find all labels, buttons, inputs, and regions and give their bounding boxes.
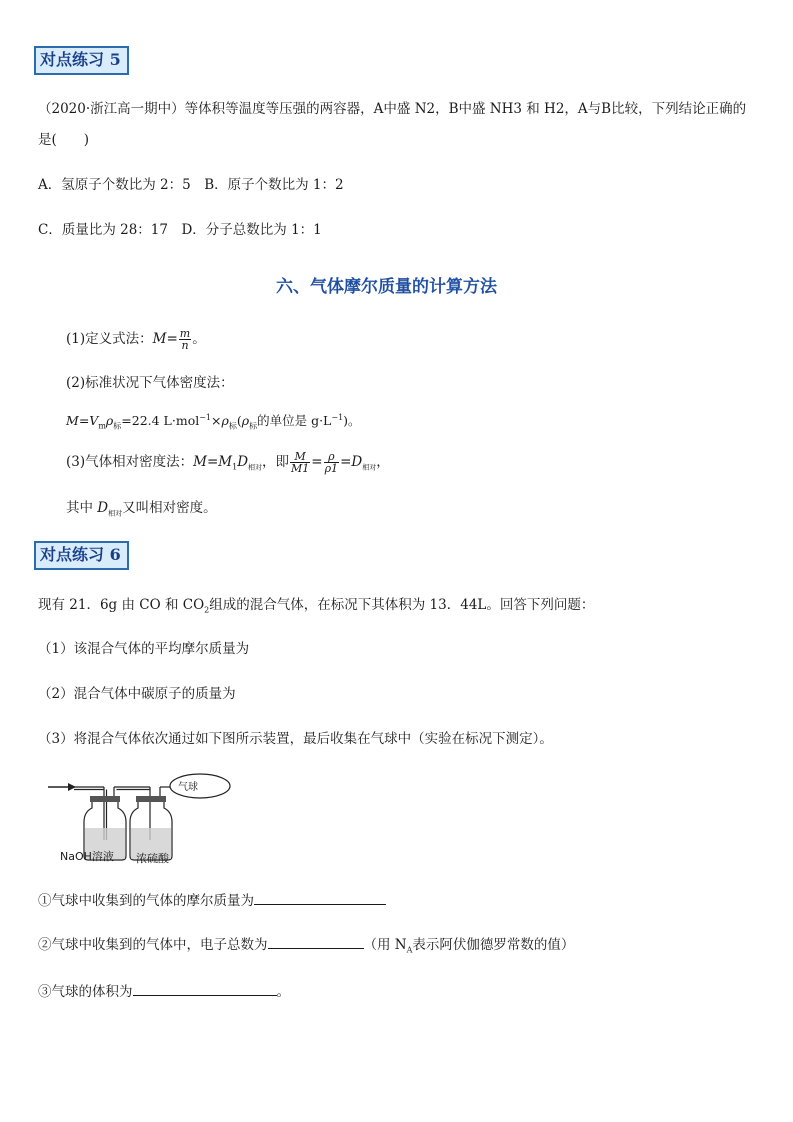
sub2-text-a: ②气球中收集到的气体中，电子总数为 [38, 937, 268, 953]
item4-D: D [97, 500, 109, 516]
item2-V: V [89, 413, 99, 429]
item2-times: × [211, 413, 222, 429]
balloon-label: 气球 [178, 782, 198, 793]
practice5-options-line2: C．质量比为 28：17 D．分子总数比为 1：1 [38, 222, 322, 238]
practice5-title: 对点练习 5 [34, 46, 129, 75]
item3-eq2: = [311, 454, 323, 470]
practice5-question-line2: 是( ) [38, 132, 90, 148]
item2-rho2: ρ [221, 413, 229, 429]
item3-eq: = [206, 454, 219, 470]
item2-paren: ( [236, 413, 242, 429]
item4-D-sub: 相对 [108, 509, 123, 518]
sub3-text-b: 。 [276, 984, 290, 1000]
item3-D2: D [351, 454, 363, 470]
practice6-sub2 [38, 936, 574, 960]
practice6-sub3 [38, 983, 290, 1001]
practice6-sub1 [38, 892, 386, 910]
item2-rho-sub: 标 [113, 421, 122, 431]
item4-post: 又叫相对密度。 [122, 500, 217, 516]
sub3-text-a: ③气球的体积为 [38, 984, 133, 1000]
item4-pre: 其中 [66, 500, 93, 516]
bottle1-label: NaOH溶液 [60, 850, 114, 863]
item3-D2-sub: 相对 [362, 463, 377, 472]
sub2-text-c: 表示阿伏伽德罗常数的值） [412, 937, 575, 953]
bottle1-stopper [90, 796, 120, 802]
item3-fraction1 [290, 451, 310, 474]
item1-fraction [179, 328, 191, 351]
item2-eq1: = [78, 413, 90, 429]
item2-rho2-sub: 标 [228, 421, 237, 431]
item1-denominator: n [181, 339, 189, 352]
formula-density [66, 409, 361, 436]
practice6-title: 对点练习 6 [34, 541, 129, 570]
answer-blank-1[interactable] [254, 892, 386, 905]
practice5-options-line1: A．氢原子个数比为 2：5 B．原子个数比为 1：2 [38, 177, 344, 193]
section6-heading: 六、气体摩尔质量的计算方法 [276, 277, 497, 297]
item1-numerator: m [179, 327, 191, 340]
item3-eq3: = [340, 454, 352, 470]
intro-sub: 2 [204, 605, 210, 615]
item2-end: )。 [343, 413, 361, 429]
item3-frac1-num: M [290, 451, 310, 463]
item3-M1: M [218, 454, 233, 470]
item3-label: (3)气体相对密度法： [66, 454, 194, 470]
item3-M: M [193, 454, 207, 470]
item3-D: D [237, 454, 249, 470]
practice5-question-line1: （2020·浙江高一期中）等体积等温度等压强的两容器，A中盛 N2，B中盛 NH3 和 H2，A与B比较，下列结论正确的 [38, 101, 747, 117]
item3-D-sub: 相对 [248, 463, 263, 472]
item2-rho: ρ [105, 413, 114, 429]
item3-M1-sub: 1 [232, 462, 238, 472]
item2-M: M [66, 413, 79, 429]
answer-blank-3[interactable] [133, 983, 277, 996]
sub2-text-b: （用 N [363, 937, 407, 953]
item1-end: 。 [192, 331, 206, 347]
practice6-intro [38, 596, 594, 620]
item3-frac2-den: ρ1 [324, 462, 339, 475]
item1-label: (1)定义式法： [66, 331, 153, 347]
sub1-text: ①气球中收集到的气体的摩尔质量为 [38, 893, 254, 909]
practice6-q1: （1）该混合气体的平均摩尔质量为 [38, 641, 250, 657]
formula-definition [66, 328, 206, 351]
item3-frac1-den: M1 [291, 462, 310, 475]
intro-b: 组成的混合气体，在标况下其体积为 13．44L。回答下列问题： [209, 597, 595, 613]
practice6-q3: （3）将混合气体依次通过如下图所示装置，最后收集在气球中（实验在标况下测定）。 [38, 731, 553, 747]
bottle2-label: 浓硫酸 [136, 852, 169, 865]
item2-label: (2)标准状况下气体密度法： [66, 375, 234, 391]
answer-blank-2[interactable] [268, 936, 364, 949]
sub2-sub: A [406, 945, 413, 955]
item3-ji: ，即 [262, 454, 290, 470]
item3-fraction2 [324, 451, 339, 474]
relative-density-note [66, 499, 217, 523]
apparatus-figure [40, 770, 250, 870]
item2-unit-sup: −1 [331, 413, 344, 422]
item2-rho3-sub: 标 [249, 421, 258, 431]
formula-relative-density [66, 451, 390, 477]
item2-unit: 的单位是 g·L [257, 413, 332, 429]
item3-frac2-num: ρ [324, 451, 339, 463]
item1-eq: = [166, 331, 178, 347]
intro-a: 现有 21．6g 由 CO 和 CO [38, 597, 205, 613]
item2-V-sub: m [98, 421, 106, 431]
item1-M: M [152, 331, 167, 347]
item2-value: =22.4 L·mol [121, 413, 200, 429]
bottle2-stopper [136, 796, 166, 802]
item3-end: ， [376, 454, 390, 470]
item2-rho3: ρ [241, 413, 250, 429]
item2-sup: −1 [199, 413, 212, 422]
practice6-q2: （2）混合气体中碳原子的质量为 [38, 686, 236, 702]
